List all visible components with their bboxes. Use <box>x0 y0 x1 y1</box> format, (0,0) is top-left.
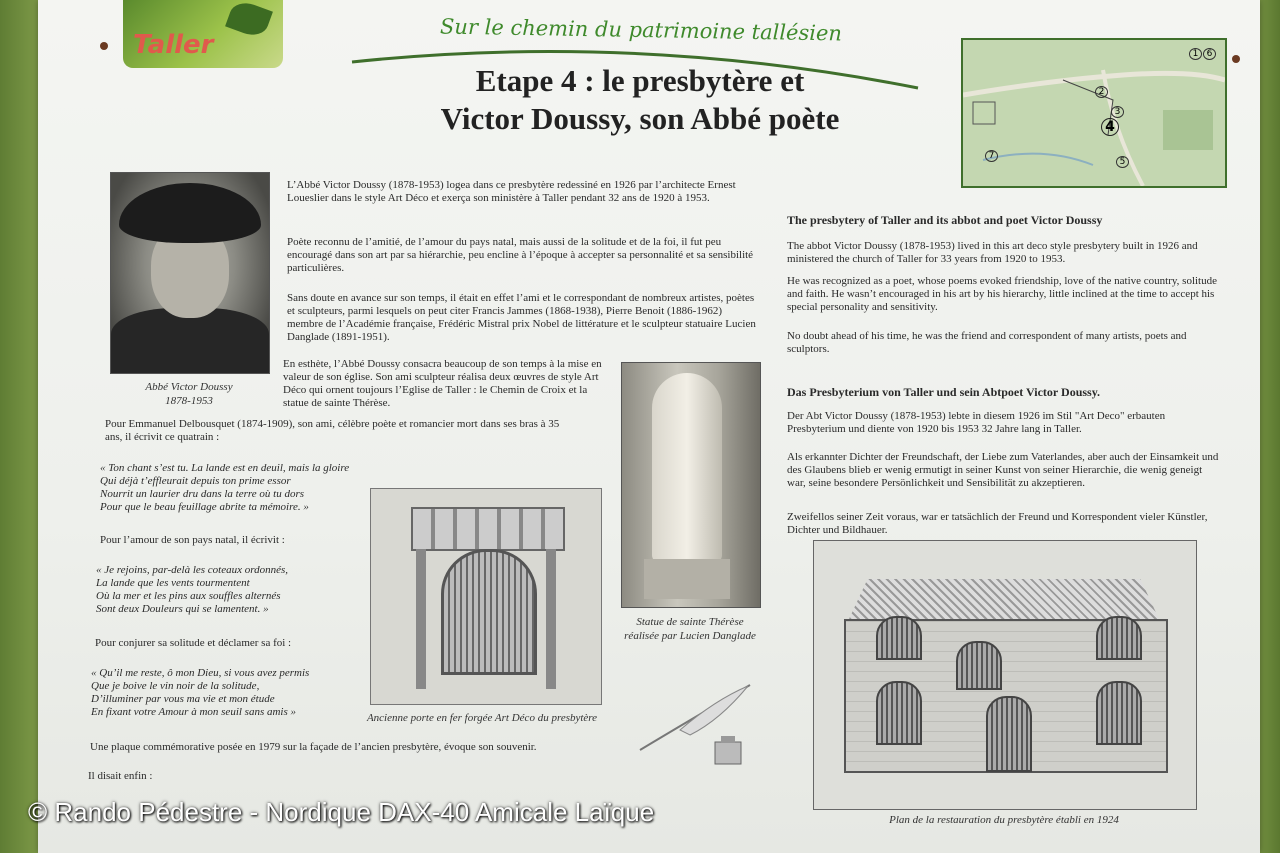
door-arch <box>441 549 537 675</box>
fr-paragraph-8: Une plaque commémorative posée en 1979 sur la façade de l’ancien presbytère, évoque son souvenir. <box>90 741 537 753</box>
fr-paragraph-4: En esthète, l’Abbé Doussy consacra beaucoup de son temps à la mise en valeur de son église. Son ami sculpteur réalisa deux œuvres de style Art Déco qui ornent toujours l’Eglise de Taller : le Chemin de Croix et la statue de sainte Thérèse. <box>283 358 602 409</box>
tagline: Sur le chemin du patrimoine tallésien <box>439 14 843 46</box>
plan-window <box>876 681 922 745</box>
plan-window <box>1096 616 1142 660</box>
fr-paragraph-9: Il disait enfin : <box>88 770 153 782</box>
quatrain-3-line: En fixant votre Amour à mon seuil sans amis » <box>91 706 297 718</box>
de-paragraph-2: Als erkannter Dichter der Freundschaft, der Liebe zum Vaterlandes, aber auch der Einsamkeit und des Glaubens blieb er wenig ermutigt in seiner Kunst von seiner Hierarchie, die wenig geneigt war, seine besondere Persönlichkeit und Sensibilität zu akzeptieren. <box>787 451 1219 489</box>
statue-base <box>644 559 730 599</box>
en-paragraph-1: The abbot Victor Doussy (1878-1953) lived in this art deco style presbytery built in 1926 and ministered the church of Taller for 33 years from 1920 to 1953. <box>787 240 1198 265</box>
plan-door <box>986 696 1032 772</box>
quatrain-2-line: Sont deux Douleurs qui se lamentent. » <box>96 603 269 615</box>
map-marker-3: 3 <box>1111 106 1124 118</box>
plan-caption: Plan de la restauration du presbytère établi en 1924 <box>889 814 1119 826</box>
map-marker-5: 5 <box>1116 156 1129 168</box>
copyright-watermark: © Rando Pédestre - Nordique DAX-40 Amicale Laïque <box>28 797 655 827</box>
de-heading: Das Presbyterium von Taller und sein Abtpoet Victor Doussy. <box>787 385 1101 399</box>
quatrain-1-line: « Ton chant s’est tu. La lande est en deuil, mais la gloire <box>100 462 350 474</box>
en-paragraph-3: No doubt ahead of his time, he was the friend and correspondent of many artists, poets and sculptors. <box>787 330 1187 355</box>
quatrain-1-line: Pour que le beau feuillage abrite ta mémoire. » <box>100 501 309 513</box>
statue-caption <box>610 615 770 643</box>
quatrain-3-line: Que je boive le vin noir de la solitude, <box>91 680 260 692</box>
logo-text: Taller <box>133 30 214 60</box>
map-marker-6: 6 <box>1203 48 1216 60</box>
taller-logo <box>123 0 283 68</box>
fr-paragraph-1: L’Abbé Victor Doussy (1878-1953) logea dans ce presbytère redessiné en 1926 par l’architecte Ernest Loueslier dans le style Art Déco et exerça son ministère à Taller pendant 32 ans de 1920 à 1953. <box>287 179 736 204</box>
fr-quatrain-1 <box>100 462 400 514</box>
page-title <box>360 62 920 138</box>
map-marker-1: 1 <box>1189 48 1202 60</box>
fr-quatrain-2 <box>96 564 366 616</box>
portrait-caption <box>110 380 268 408</box>
fr-paragraph-5: Pour Emmanuel Delbousquet (1874-1909), son ami, célèbre poète et romancier mort dans ses bras à 35 ans, il écrivit ce quatrain : <box>105 418 560 443</box>
plan-window <box>956 641 1002 690</box>
map-drawing <box>963 40 1225 186</box>
title-line-1: Etape 4 : le presbytère et <box>475 63 805 98</box>
statue-photo <box>621 362 761 608</box>
plan-roof <box>849 579 1159 619</box>
door-caption: Ancienne porte en fer forgée Art Déco du presbytère <box>366 712 598 724</box>
statue-figure <box>652 373 722 563</box>
map-marker-2: 2 <box>1095 86 1108 98</box>
plan-window <box>1096 681 1142 745</box>
map-marker-7: 7 <box>985 150 998 162</box>
quill-inkwell-icon <box>620 680 760 780</box>
fr-paragraph-3: Sans doute en avance sur son temps, il était en effet l’ami et le correspondant de nombreux artistes, poètes et sculpteurs, parmi lesquels on peut citer Francis Jammes (1868-1938), Pierre Benoit (1886-1962) membre de l’Académie française, Frédéric Mistral prix Nobel de littérature et le sculpteur statuaire Lucien Danglade (1891-1951). <box>287 292 756 343</box>
map-marker-4: 4 <box>1101 118 1119 136</box>
door-pillar-right <box>546 549 556 689</box>
door-pillar-left <box>416 549 426 689</box>
quatrain-3-line: « Qu’il me reste, ô mon Dieu, si vous avez permis <box>91 667 310 679</box>
quatrain-3-line: D’illuminer par vous ma vie et mon étude <box>91 693 275 705</box>
location-map <box>961 38 1227 188</box>
portrait-photo <box>110 172 270 374</box>
quatrain-1-line: Nourrit un laurier dru dans la terre où tu dors <box>100 488 305 500</box>
de-paragraph-3: Zweifellos seiner Zeit voraus, war er tatsächlich der Freund und Korrespondent vieler Künstler, Dichter und Bildhauer. <box>787 511 1208 536</box>
plan-facade <box>844 619 1168 773</box>
screw-icon <box>1232 55 1240 63</box>
fr-paragraph-6: Pour l’amour de son pays natal, il écrivit : <box>100 534 285 546</box>
portrait-caption-dates: 1878-1953 <box>165 395 213 407</box>
plan-window <box>876 616 922 660</box>
quatrain-1-line: Qui déjà t’effleurait depuis ton prime essor <box>100 475 291 487</box>
door-transom <box>411 507 565 551</box>
de-paragraph-1: Der Abt Victor Doussy (1878-1953) lebte in diesem 1926 im Stil "Art Deco" erbauten Presbyterium und diente von 1920 bis 1953 32 Jahre lang in Taller. <box>787 410 1166 435</box>
leaf-icon <box>225 0 273 40</box>
portrait-hat <box>119 183 261 243</box>
statue-caption-line-2: réalisée par Lucien Danglade <box>624 630 756 642</box>
screw-icon <box>100 42 108 50</box>
quatrain-2-line: Où la mer et les pins aux souffles alternés <box>96 590 281 602</box>
fr-paragraph-7: Pour conjurer sa solitude et déclamer sa foi : <box>95 637 292 649</box>
quatrain-2-line: La lande que les vents tourmentent <box>96 577 250 589</box>
en-paragraph-2: He was recognized as a poet, whose poems evoked friendship, love of the native country, solitude and faith. He wasn’t encouraged in his art by his hierarchy, little inclined at the time to accept his special personality and sensitivity. <box>787 275 1217 313</box>
fr-paragraph-2: Poète reconnu de l’amitié, de l’amour du pays natal, mais aussi de la solitude et de la foi, il fut peu encouragé dans son art par sa hiérarchie, peu encline à l’époque à accepter sa personnalité et sa sensibilité particulières. <box>287 236 754 274</box>
title-line-2: Victor Doussy, son Abbé poète <box>440 101 840 136</box>
statue-caption-line-1: Statue de sainte Thérèse <box>636 616 744 628</box>
fr-quatrain-3 <box>91 667 363 719</box>
quatrain-2-line: « Je rejoins, par-delà les coteaux ordonnés, <box>96 564 289 576</box>
en-heading: The presbytery of Taller and its abbot and poet Victor Doussy <box>787 213 1103 227</box>
presbytery-plan-drawing <box>813 540 1197 810</box>
art-deco-door-drawing <box>370 488 602 705</box>
portrait-caption-name: Abbé Victor Doussy <box>145 381 233 393</box>
